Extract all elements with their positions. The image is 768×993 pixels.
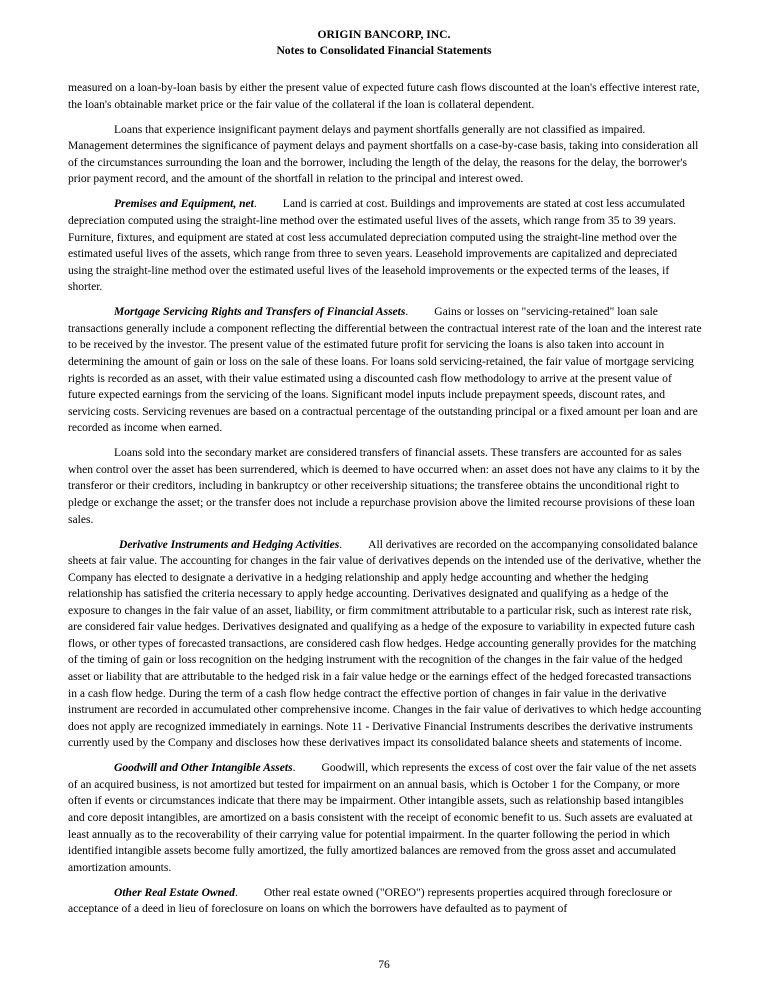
paragraph-goodwill: Goodwill and Other Intangible Assets. Goodwill, which represents the excess of cost over the fair value of the net assets of an acquired business, is not amortized but tested for impairment on an annual basis, which is October 1 for the Company, or more often if events or circumstances indicate that there may be impairment. Other intangible assets, such as relationship based intangibles and core deposit intangibles, are amortized on a basis consistent with the receipt of economic benefit to us. Such assets are evaluated at least annually as to the recoverability of their carrying value for potential impairment. In the quarter following the period in which identified intangible assets become fully amortized, the fully amortized balances are removed from the gross asset and accumulated amortization amounts. bbox=[68, 762, 697, 874]
paragraph-oreo: Other Real Estate Owned. Other real estate owned ("OREO") represents properties acquired through foreclosure or acceptance of a deed in lieu of foreclosure on loans on which the borrowers have defaulted as to payment of bbox=[68, 886, 673, 916]
paragraph-premises-equipment: Premises and Equipment, net. Land is carried at cost. Buildings and improvements are stated at cost less accumulated depreciation computed using the straight-line method over the estimated useful lives of the assets, which range from 35 to 39 years. Furniture, fixtures, and equipment are stated at cost less accumulated depreciation computed using the straight-line method over the estimated useful lives of the assets, which range from three to seven years. Leasehold improvements are capitalized and depreciated using the straight-line method over the estimated useful lives of the leasehold improvements or the expected terms of the leases, if shorter. bbox=[68, 198, 685, 294]
document-subtitle: Notes to Consolidated Financial Statements bbox=[276, 44, 492, 57]
paragraph-impaired-loan-measurement: measured on a loan-by-loan basis by either the present value of expected future cash flows discounted at the loan's effective interest rate, the loan's obtainable market price or the fair value of the collateral if the loan is collateral dependent. bbox=[68, 82, 700, 111]
paragraph-loans-sold: Loans sold into the secondary market are considered transfers of financial assets. These transfers are accounted for as sales when control over the asset has been surrendered, which is deemed to have occurred when: an asset does not have any claims to it by the transferor or their creditors, including in bankruptcy or other receivership situations; the transferee obtains the unconditional right to pledge or exchange the asset; or the transfer does not include a repurchase provision above the limited recourse provisions of these loan sales. bbox=[68, 447, 700, 526]
page-header bbox=[0, 27, 768, 59]
paragraph-mortgage-servicing: Mortgage Servicing Rights and Transfers of Financial Assets. Gains or losses on "servicing-retained" loan sale transactions generally include a component reflecting the differential between the contractual interest rate of the loan and the interest rate to be received by the investor. The present value of the estimated future profit for servicing the loans is also taken into account in determining the amount of gain or loss on the sale of these loans. For loans sold servicing-retained, the fair value of mortgage servicing rights is recorded as an asset, with their value estimated using a discounted cash flow methodology to arrive at the present value of future expected earnings from the servicing of the loans. Significant model inputs include prepayment speeds, discount rates, and servicing costs. Servicing revenues are based on a contractual percentage of the outstanding principal or a fixed amount per loan and are recorded as income when earned. bbox=[68, 306, 702, 435]
section-heading: Other Real Estate Owned bbox=[114, 886, 235, 899]
company-name: ORIGIN BANCORP, INC. bbox=[317, 28, 451, 41]
document-body bbox=[68, 80, 702, 926]
section-heading: Premises and Equipment, net bbox=[114, 198, 254, 211]
paragraph-payment-delays: Loans that experience insignificant payment delays and payment shortfalls generally are not classified as impaired. Management determines the significance of payment delays and payment shortfalls on a case-by-case basis, taking into consideration all of the circumstances surrounding the loan and the borrower, including the length of the delay, the reasons for the delay, the borrower's prior payment record, and the amount of the shortfall in relation to the principal and interest owed. bbox=[68, 123, 699, 186]
section-heading: Mortgage Servicing Rights and Transfers of Financial Assets bbox=[114, 306, 406, 319]
section-heading: Derivative Instruments and Hedging Activities bbox=[119, 538, 340, 551]
paragraph-derivatives: Derivative Instruments and Hedging Activities. All derivatives are recorded on the accompanying consolidated balance sheets at fair value. The accounting for changes in the fair value of derivatives depends on the intended use of the derivative, whether the Company has elected to designate a derivative in a hedging relationship and apply hedge accounting and whether the hedging relationship has satisfied the criteria necessary to apply hedge accounting. Derivatives designated and qualifying as a hedge of the exposure to changes in the fair value of an asset, liability, or firm commitment attributable to a particular risk, such as interest rate risk, are considered fair value hedges. Derivatives designated and qualifying as a hedge of the exposure to variability in expected future cash flows, or other types of forecasted transactions, are considered cash flow hedges. Hedge accounting generally provides for the matching of the timing of gain or loss recognition on the hedging instrument with the recognition of the changes in the fair value of the hedged asset or liability that are attributable to the hedged risk in a fair value hedge or the earnings effect of the hedged forecasted transactions in a cash flow hedge. During the term of a cash flow hedge contract the effective portion of changes in fair value in the derivative instrument are recorded in accumulated other comprehensive income. Changes in the fair value of derivatives to which hedge accounting does not apply are recognized immediately in earnings. Note 11 - Derivative Financial Instruments describes the derivative instruments currently used by the Company and discloses how these derivatives impact its consolidated balance sheets and statements of income. bbox=[68, 538, 702, 750]
section-heading: Goodwill and Other Intangible Assets bbox=[114, 762, 293, 775]
page-number: 76 bbox=[378, 958, 390, 971]
